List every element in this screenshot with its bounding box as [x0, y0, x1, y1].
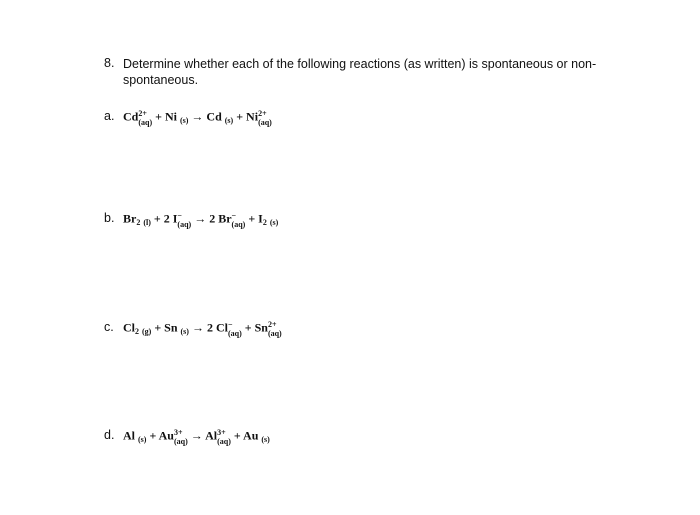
charge-state: 2+ (aq) — [258, 109, 272, 127]
reactant-species: + 2 I — [153, 211, 178, 226]
product-species: + I — [248, 211, 263, 226]
reactant-species: + Sn — [154, 320, 178, 335]
charge-state: − (aq) — [227, 320, 242, 338]
charge-state: − (aq) — [177, 211, 192, 229]
charge-state: − (aq) — [231, 211, 246, 229]
subscript: 2 — [136, 218, 141, 228]
reaction-d — [123, 428, 270, 445]
reaction-b — [123, 211, 278, 228]
reaction-d-label: d. — [104, 428, 115, 442]
reactant-species: Al — [123, 428, 135, 443]
reactant-species: Br — [123, 211, 137, 226]
charge-state: 2+ (aq) — [267, 320, 282, 338]
state-label: (l) — [143, 218, 151, 228]
reaction-c-label: c. — [104, 320, 114, 334]
question-number: 8. — [104, 56, 115, 70]
charge-state: 2+ (aq) — [138, 109, 153, 127]
reaction-arrow: → — [194, 211, 207, 226]
state-label: (s) — [180, 327, 189, 337]
product-species: Cd — [206, 109, 222, 124]
state-label: (s) — [224, 116, 234, 126]
state-label: (s) — [138, 435, 147, 445]
reaction-a-label: a. — [104, 109, 115, 123]
product-species: + Ni — [236, 109, 259, 124]
charge-state: 3+ (aq) — [217, 428, 231, 446]
reaction-a — [123, 109, 272, 126]
reaction-c — [123, 320, 282, 337]
charge-state: 3+ (aq) — [173, 428, 188, 446]
question-text: Determine whether each of the following reactions (as written) is spontaneous or non-spontaneous. — [123, 57, 597, 87]
reaction-arrow: → — [191, 320, 204, 335]
product-species: 2 Cl — [206, 320, 228, 335]
reactant-species: + Ni — [155, 109, 177, 124]
reactant-species: Cd — [123, 109, 139, 124]
reactant-species: + Au — [149, 428, 174, 443]
state-label: (g) — [142, 327, 152, 337]
state-label: (s) — [179, 116, 189, 126]
product-species: + Au — [233, 428, 259, 443]
state-label: (s) — [269, 218, 279, 228]
product-species: Al — [205, 428, 218, 443]
reaction-b-label: b. — [104, 211, 115, 225]
reaction-arrow: → — [190, 428, 203, 443]
reactant-species: Cl — [123, 320, 135, 335]
subscript: 2 — [262, 218, 267, 228]
product-species: + Sn — [244, 320, 268, 335]
reaction-arrow: → — [191, 109, 204, 124]
state-label: (s) — [261, 435, 270, 445]
subscript: 2 — [135, 327, 139, 337]
product-species: 2 Br — [209, 211, 232, 226]
